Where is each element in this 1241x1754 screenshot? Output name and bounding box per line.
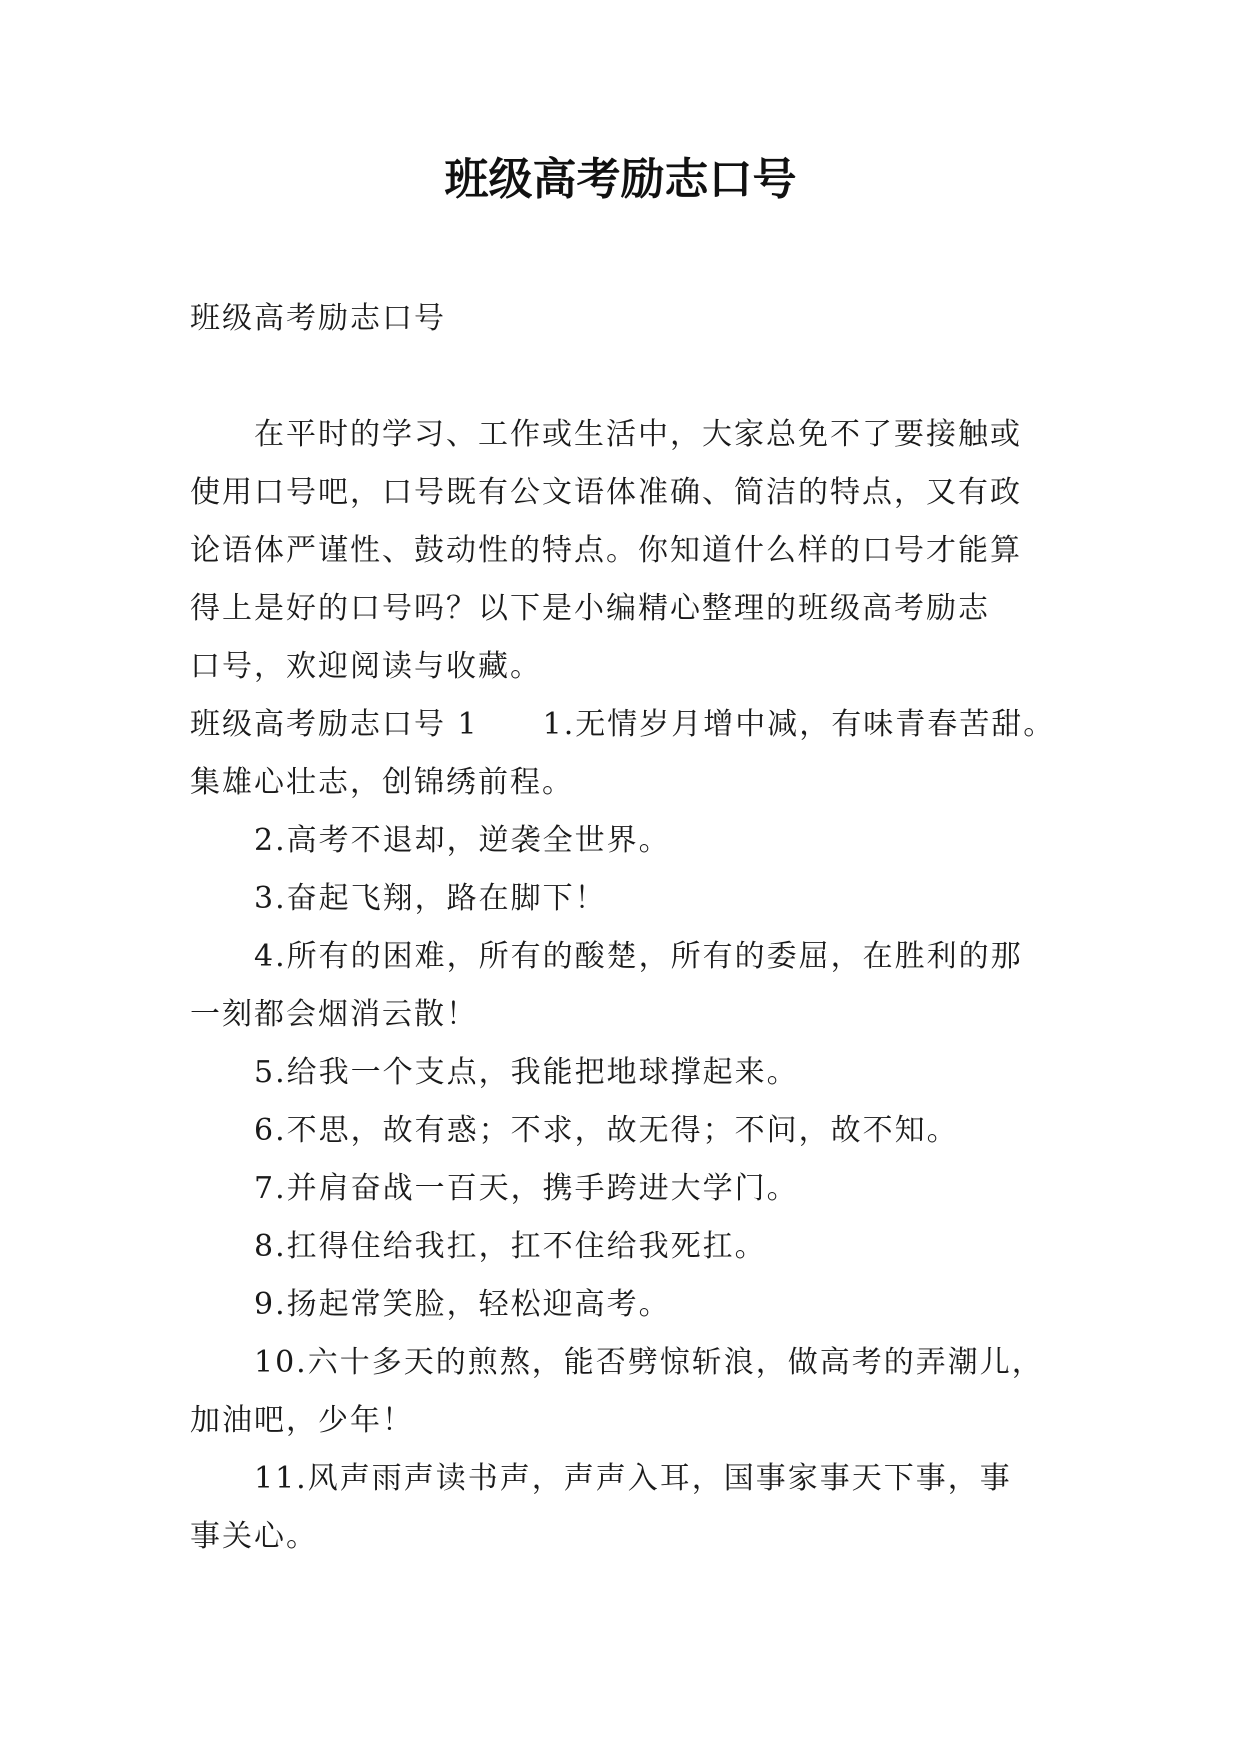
intro-line: 得上是好的口号吗？以下是小编精心整理的班级高考励志: [190, 591, 990, 626]
intro-line: 论语体严谨性、鼓动性的特点。你知道什么样的口号才能算: [190, 533, 1022, 568]
slogan-item: 9.扬起常笑脸，轻松迎高考。: [254, 1287, 671, 1322]
intro-line: 口号，欢迎阅读与收藏。: [190, 649, 542, 684]
slogan-item: 10.六十多天的煎熬，能否劈惊斩浪，做高考的弄潮儿，: [254, 1345, 1044, 1380]
slogan-item: 2.高考不退却，逆袭全世界。: [254, 823, 671, 858]
document-subtitle: 班级高考励志口号: [190, 301, 446, 336]
slogan-item: 4.所有的困难，所有的酸楚，所有的委屈，在胜利的那: [254, 939, 1023, 974]
slogan-item-continuation: 加油吧，少年！: [190, 1403, 414, 1438]
intro-line: 使用口号吧，口号既有公文语体准确、简洁的特点，又有政: [190, 475, 1022, 510]
document-body: [190, 290, 1056, 1566]
intro-line: 在平时的学习、工作或生活中，大家总免不了要接触或: [254, 417, 1022, 452]
section-continuation-line: 集雄心壮志，创锦绣前程。: [190, 765, 574, 800]
document-title: 班级高考励志口号: [444, 154, 797, 205]
slogan-item: 7.并肩奋战一百天，携手跨进大学门。: [254, 1171, 799, 1206]
section-heading-line: 班级高考励志口号 1 1.无情岁月增中减，有味青春苦甜。: [190, 707, 1056, 742]
slogan-item-continuation: 事关心。: [190, 1519, 318, 1554]
slogan-item: 8.扛得住给我扛，扛不住给我死扛。: [254, 1229, 767, 1264]
slogan-item: 3.奋起飞翔，路在脚下！: [254, 881, 607, 916]
slogan-item: 5.给我一个支点，我能把地球撑起来。: [254, 1055, 799, 1090]
slogan-item: 11.风声雨声读书声，声声入耳，国事家事天下事，事: [254, 1461, 1012, 1496]
slogan-item-continuation: 一刻都会烟消云散！: [190, 997, 478, 1032]
slogan-item: 6.不思，故有惑；不求，故无得；不问，故不知。: [254, 1113, 959, 1148]
